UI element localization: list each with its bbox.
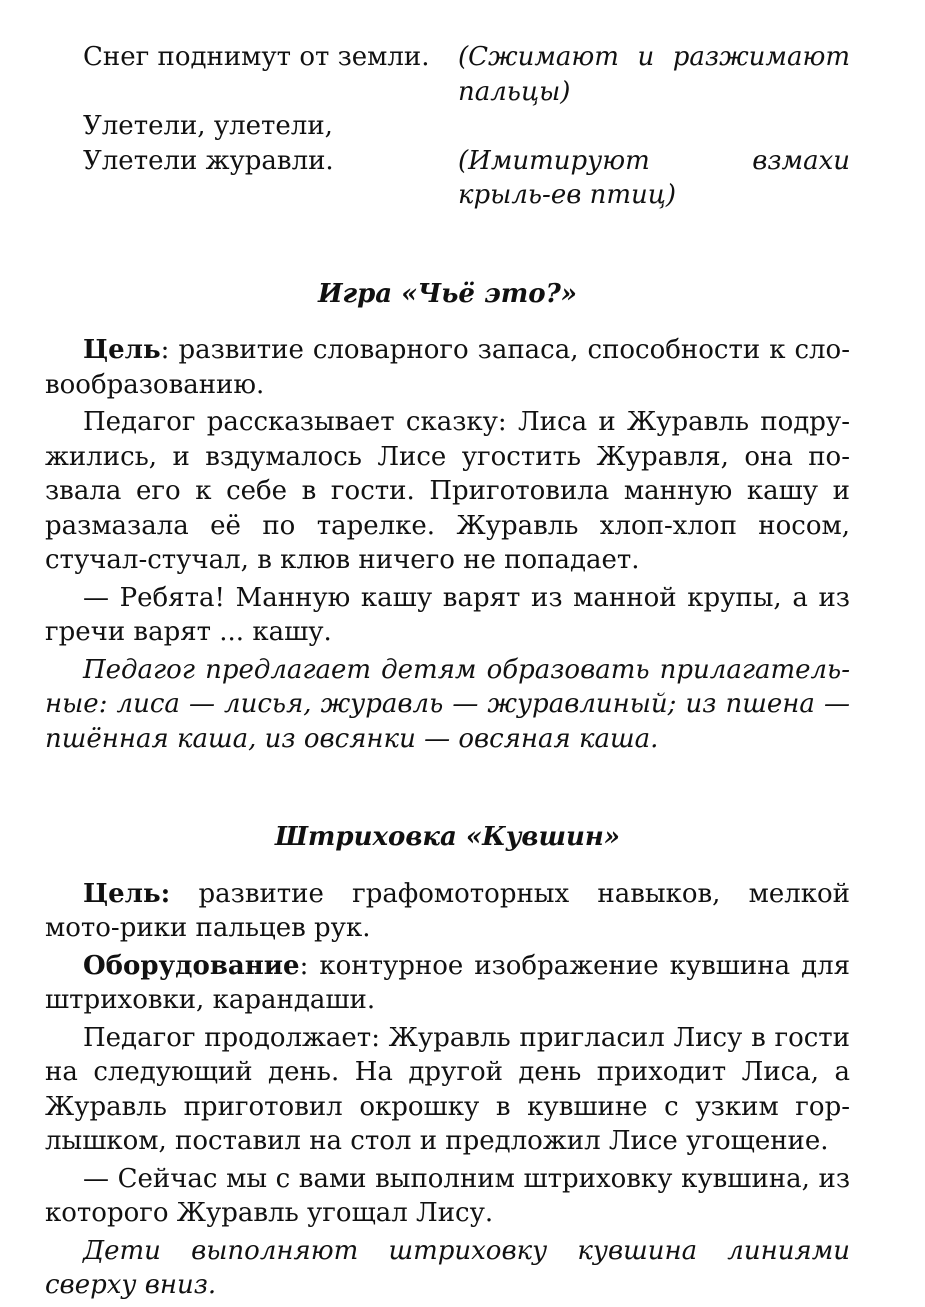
goal-text: : развитие словарного запаса, способности к сло-вообразованию. xyxy=(45,335,850,400)
equipment-text: : контурное изображение кувшина для штриховки, карандаши. xyxy=(45,950,850,1015)
poem-row xyxy=(45,109,850,213)
goal-paragraph xyxy=(45,333,850,402)
page xyxy=(45,40,850,1303)
poem-lines xyxy=(45,109,458,213)
instruction-paragraph: Педагог предлагает детям образовать прилагатель-ные: лиса — лисья, журавль — журавлиный; из пшена — пшённая каша, из овсянки — овсяная каша. xyxy=(45,654,850,754)
dialogue-paragraph: — Ребята! Манную кашу варят из манной крупы, а из гречи варят ... кашу. xyxy=(45,582,850,647)
equipment-label: Оборудование xyxy=(83,950,300,981)
goal-paragraph xyxy=(45,877,850,946)
goal-label: Цель xyxy=(83,335,161,365)
poem-stage-direction: (Сжимают и разжимают пальцы) xyxy=(458,42,850,107)
story-paragraph: Педагог продолжает: Журавль пригласил Лису в гости на следующий день. На другой день приходит Лиса, а Журавль приготовил окрошку в кувшине с узким гор-лышком, поставил на стол и предложил Лисе угощение. xyxy=(45,1022,850,1156)
poem-stage-direction: (Имитируют взмахи крыль-ев птиц) xyxy=(458,145,850,210)
section-title-hatching: Штриховка «Кувшин» xyxy=(274,822,621,852)
poem-line: Улетели журавли. xyxy=(83,145,334,176)
poem xyxy=(45,40,850,213)
poem-row xyxy=(45,40,850,109)
poem-line: Снег поднимут от земли. xyxy=(83,42,430,72)
dialogue-paragraph: — Сейчас мы с вами выполним штриховку кувшина, из которого Журавль угощал Лису. xyxy=(45,1163,850,1228)
goal-label: Цель: xyxy=(83,878,171,909)
story-paragraph: Педагог рассказывает сказку: Лиса и Журавль подру-жились, и вздумалось Лисе угостить Журавля, она по-звала его к себе в гости. Приготовила манную кашу и размазала её по тарелке. Журавль хлоп-хлоп носом, стучал-стучал, в клюв ничего не попадает. xyxy=(45,407,850,575)
section-title-game: Игра «Чьё это?» xyxy=(317,278,578,309)
instruction-paragraph: Дети выполняют штриховку кувшина линиями сверху вниз. xyxy=(45,1235,850,1300)
equipment-paragraph xyxy=(45,949,850,1018)
poem-lines xyxy=(45,40,458,109)
goal-text: развитие графомоторных навыков, мелкой мото-рики пальцев рук. xyxy=(45,878,850,943)
poem-line: Улетели, улетели, xyxy=(83,111,333,141)
